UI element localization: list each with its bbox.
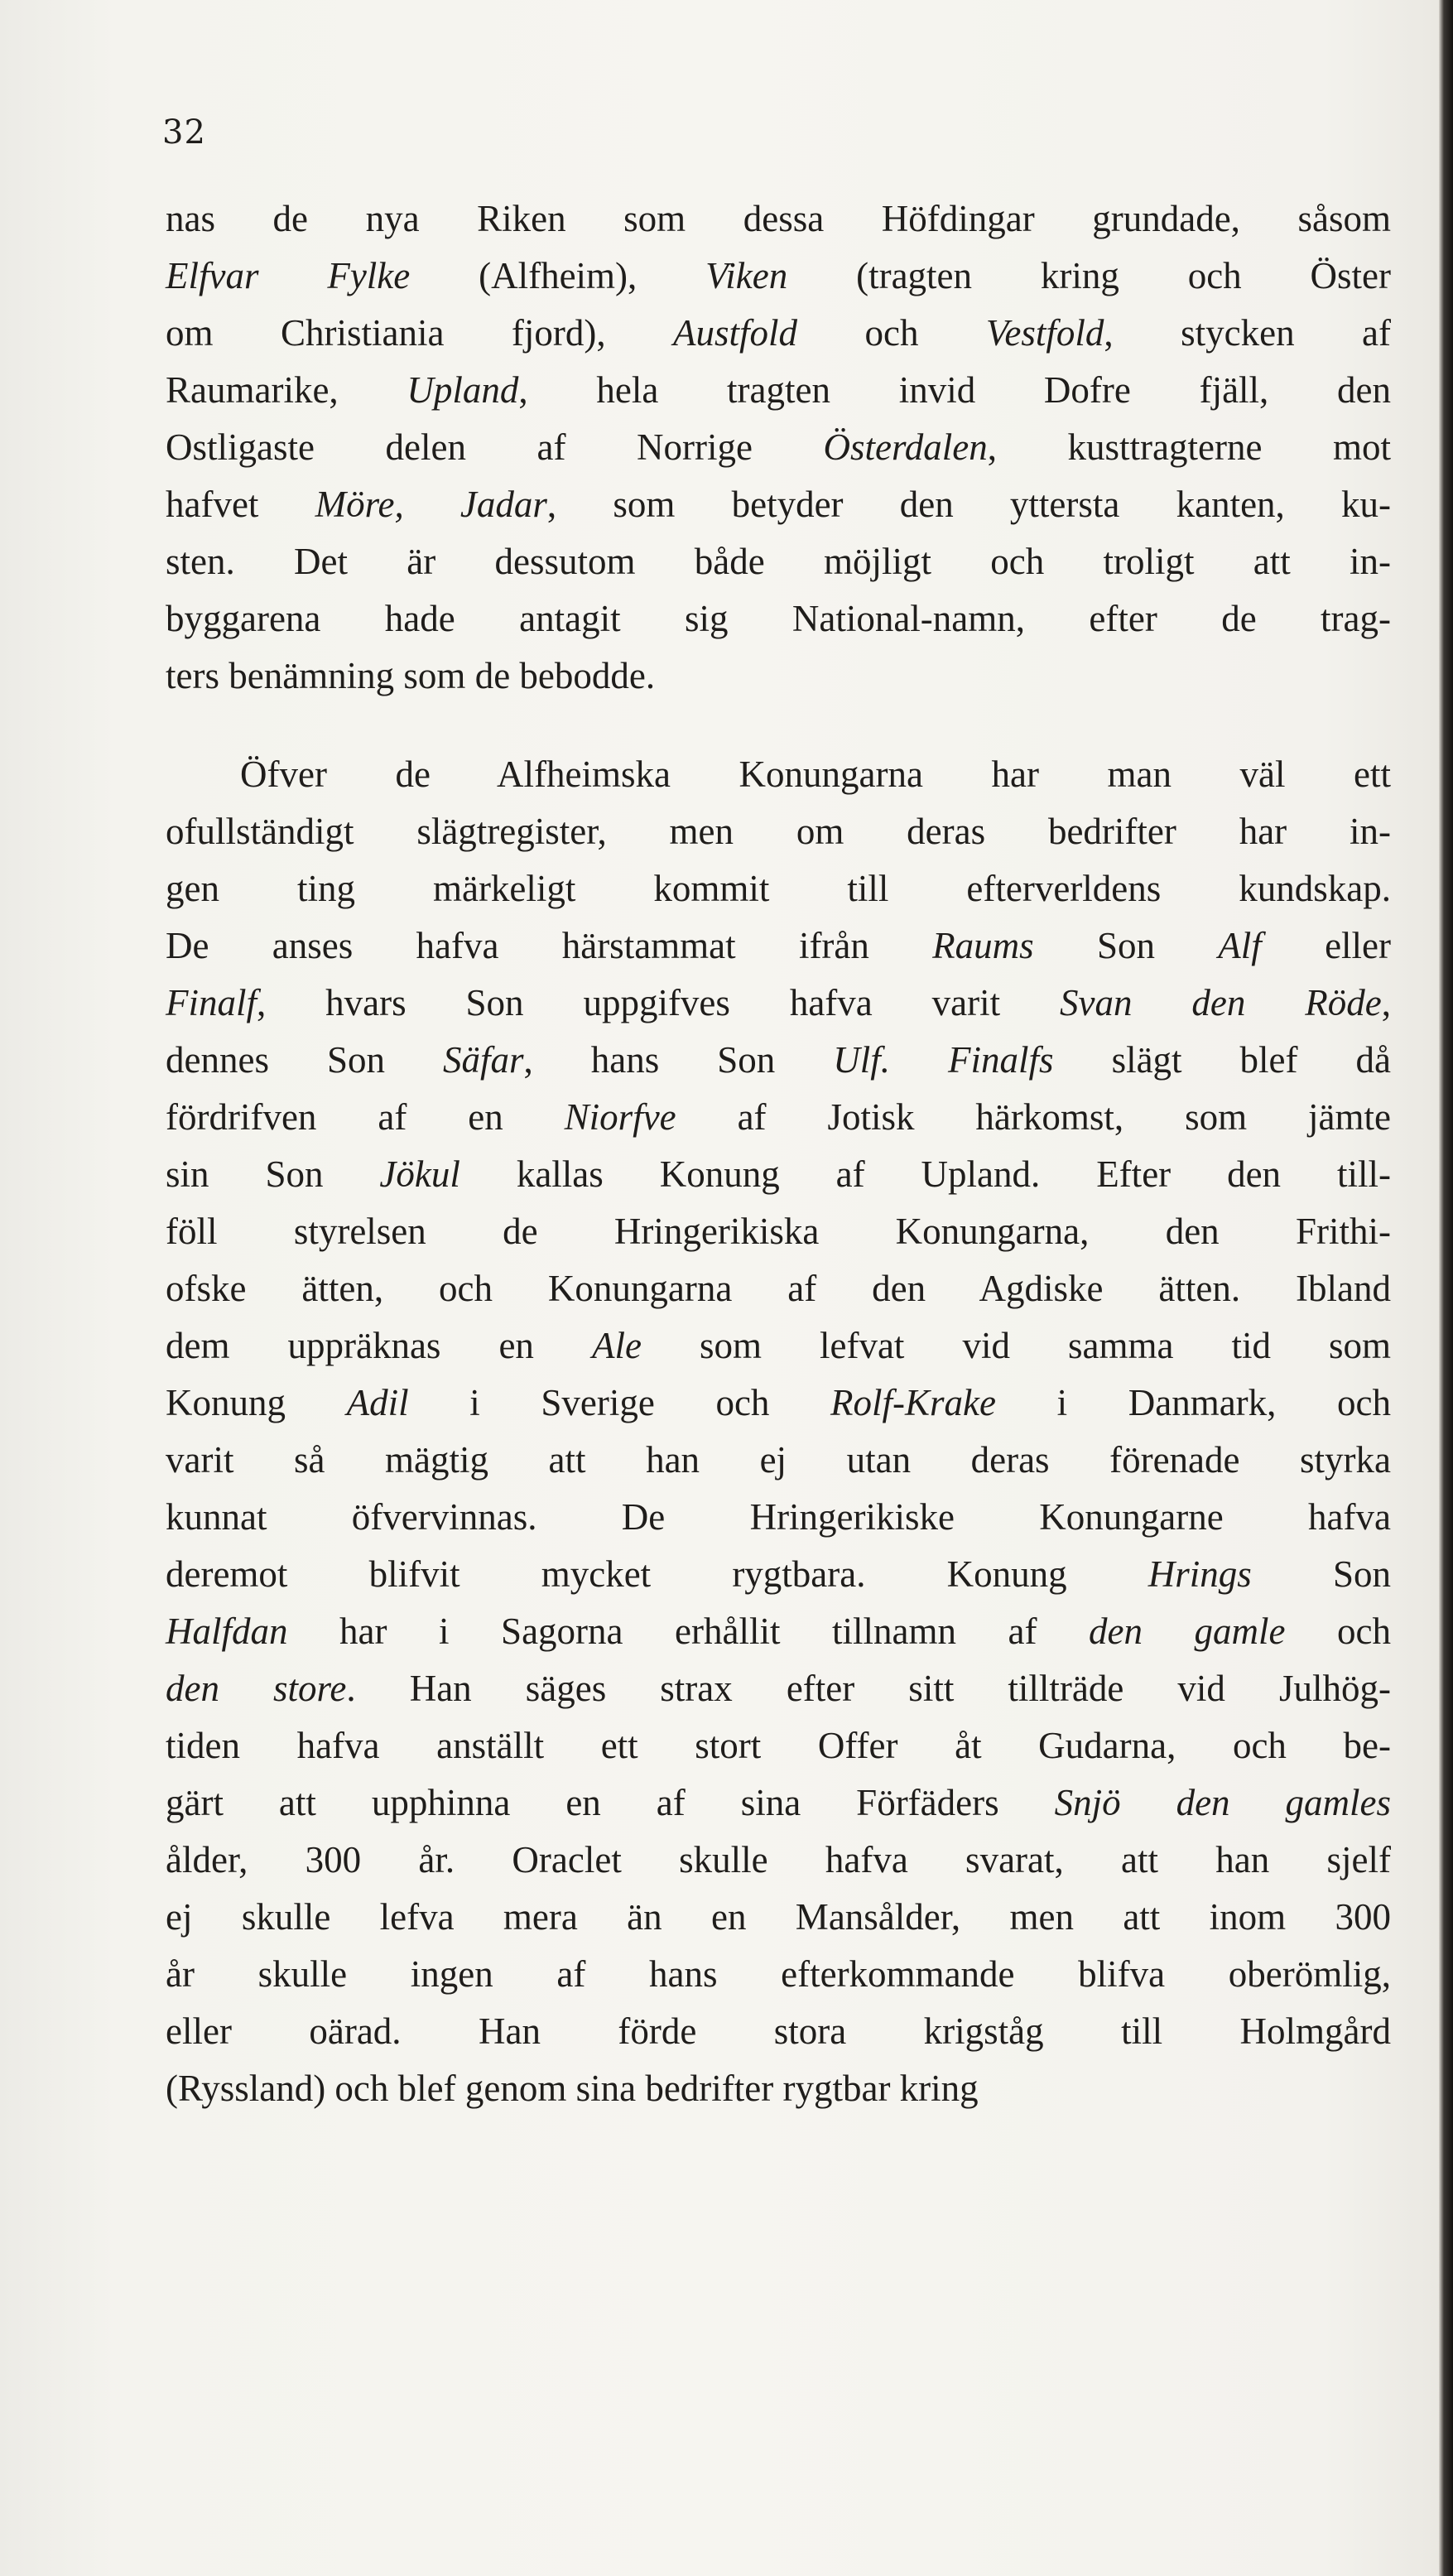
page-number: 32 <box>162 113 206 152</box>
text-line <box>166 1946 1391 2003</box>
text-run: Konung <box>166 1382 347 1423</box>
italic-term: Adil <box>346 1382 409 1423</box>
paragraph-gap <box>166 705 1391 746</box>
italic-term: Finalf <box>166 982 257 1023</box>
text-run: Raumarike, <box>166 369 407 411</box>
italic-term: Halfdan <box>166 1611 288 1652</box>
text-line <box>166 1260 1391 1317</box>
text-line <box>166 533 1391 590</box>
italic-term: Austfold <box>673 312 798 354</box>
italic-term: Österdalen <box>823 426 988 468</box>
text-line <box>166 2060 1391 2117</box>
text-run: kunnat öfvervinnas. De Hringerikiske Konungarne hafva <box>166 1496 1391 1538</box>
text-run: Son <box>1251 1553 1391 1595</box>
text-line <box>166 190 1391 248</box>
text-line <box>166 1432 1391 1489</box>
italic-term: Raums <box>932 925 1034 966</box>
text-line <box>166 1774 1391 1832</box>
text-run: ålder, 300 år. Oraclet skulle hafva svarat, att han sjelf <box>166 1839 1391 1880</box>
text-line <box>166 1032 1391 1089</box>
text-line <box>166 1889 1391 1946</box>
text-run: , som betyder den yttersta kanten, ku- <box>546 484 1391 525</box>
text-run: och <box>1285 1611 1391 1652</box>
italic-term: Viken <box>705 255 788 296</box>
text-run: , <box>1381 982 1391 1023</box>
text-line <box>166 1489 1391 1546</box>
text-line <box>166 1603 1391 1660</box>
text-run: kallas Konung af Upland. Efter den till- <box>459 1153 1391 1195</box>
text-line <box>166 1832 1391 1889</box>
text-run: om Christiania fjord), <box>166 312 674 354</box>
italic-term: Alf <box>1218 925 1262 966</box>
text-line <box>166 803 1391 860</box>
text-run: De anses hafva härstammat ifrån <box>166 925 933 966</box>
text-line <box>166 248 1391 305</box>
text-run: slägt blef då <box>1053 1039 1391 1081</box>
text-run: gen ting märkeligt kommit till efterverldens kundskap. <box>166 868 1391 909</box>
text-run: Son <box>1033 925 1219 966</box>
italic-term: Ale <box>591 1325 642 1366</box>
italic-term: Svan den Röde <box>1060 982 1382 1023</box>
text-run: , hvars Son uppgifves hafva varit <box>257 982 1061 1023</box>
italic-term: Snjö den gamles <box>1054 1782 1391 1823</box>
text-run: deremot blifvit mycket rygtbara. Konung <box>166 1553 1148 1595</box>
body-text <box>166 190 1391 2117</box>
text-run: nas de nya Riken som dessa Höfdingar grundade, såsom <box>166 198 1391 239</box>
text-line <box>166 1317 1391 1375</box>
text-run: som lefvat vid samma tid som <box>641 1325 1391 1366</box>
italic-term: Jökul <box>379 1153 460 1195</box>
text-run: Ostligaste delen af Norrige <box>166 426 824 468</box>
italic-term: Möre, Jadar <box>315 484 547 525</box>
text-run: ters benämning som de bebodde. <box>166 655 656 696</box>
text-run: eller <box>1261 925 1392 966</box>
page-edge-shadow <box>1439 0 1453 2576</box>
text-run: . Han säges strax efter sitt tillträde vid Julhög- <box>346 1668 1391 1709</box>
text-run: dennes Son <box>166 1039 443 1081</box>
italic-term: Niorfve <box>564 1096 676 1138</box>
text-run: fördrifven af en <box>166 1096 565 1138</box>
text-line <box>166 1546 1391 1603</box>
text-run: (Alfheim), <box>410 255 706 296</box>
text-line <box>166 305 1391 362</box>
text-run: tiden hafva anställt ett stort Offer åt Gudarna, och be- <box>166 1725 1391 1766</box>
italic-term: den gamle <box>1089 1611 1286 1652</box>
text-line <box>166 648 1391 705</box>
italic-term: Rolf-Krake <box>830 1382 996 1423</box>
text-run: ofullständigt slägtregister, men om deras bedrifter har in- <box>166 811 1391 852</box>
text-run: Öfver de Alfheimska Konungarna har man väl ett <box>240 754 1391 795</box>
text-run: sten. Det är dessutom både möjligt och troligt att in- <box>166 541 1391 582</box>
text-line <box>166 860 1391 917</box>
text-run: varit så mägtig att han ej utan deras förenade styrka <box>166 1439 1391 1481</box>
text-line <box>166 1146 1391 1203</box>
text-line <box>166 419 1391 476</box>
italic-term: Elfvar Fylke <box>166 255 411 296</box>
text-line <box>166 362 1391 419</box>
italic-term: den store <box>166 1668 347 1709</box>
text-run: ej skulle lefva mera än en Mansålder, men att inom 300 <box>166 1896 1391 1938</box>
text-run: , hela tragten invid Dofre fjäll, den <box>518 369 1391 411</box>
italic-term: Vestfold <box>985 312 1104 354</box>
text-line <box>166 1660 1391 1717</box>
text-run: i Danmark, och <box>995 1382 1391 1423</box>
italic-term: Hrings <box>1147 1553 1252 1595</box>
italic-term: Ulf. Finalfs <box>833 1039 1054 1081</box>
text-run: hafvet <box>166 484 315 525</box>
text-run: (Ryssland) och blef genom sina bedrifter rygtbar kring <box>166 2068 979 2109</box>
paragraph-1 <box>166 190 1391 705</box>
italic-term: Säfar <box>443 1039 524 1081</box>
text-line <box>166 2003 1391 2060</box>
text-run: har i Sagorna erhållit tillnamn af <box>287 1611 1090 1652</box>
text-run: gärt att upphinna en af sina Förfäders <box>166 1782 1055 1823</box>
paragraph-2 <box>166 746 1391 2117</box>
text-run: ofske ätten, och Konungarna af den Agdiske ätten. Ibland <box>166 1268 1391 1309</box>
text-line <box>166 975 1391 1032</box>
text-line <box>166 1375 1391 1432</box>
text-run: dem uppräknas en <box>166 1325 592 1366</box>
text-run: eller oärad. Han förde stora krigståg till Holmgård <box>166 2010 1391 2052</box>
text-run: och <box>797 312 986 354</box>
text-run: , hans Son <box>523 1039 834 1081</box>
text-line <box>166 1203 1391 1260</box>
text-line <box>166 1717 1391 1774</box>
text-run: af Jotisk härkomst, som jämte <box>676 1096 1391 1138</box>
text-line <box>166 746 1391 803</box>
text-run: i Sverige och <box>408 1382 831 1423</box>
text-run: , kusttragterne mot <box>987 426 1391 468</box>
text-run: (tragten kring och Öster <box>787 255 1392 296</box>
text-run: sin Son <box>166 1153 380 1195</box>
text-line <box>166 1089 1391 1146</box>
text-run: byggarena hade antagit sig National-namn, efter de trag- <box>166 598 1391 639</box>
text-run: år skulle ingen af hans efterkommande blifva oberömlig, <box>166 1953 1391 1995</box>
text-line <box>166 590 1391 648</box>
text-run: , stycken af <box>1104 312 1391 354</box>
text-run: föll styrelsen de Hringerikiska Konungarna, den Frithi- <box>166 1211 1391 1252</box>
italic-term: Upland <box>407 369 519 411</box>
text-line <box>166 917 1391 975</box>
text-line <box>166 476 1391 533</box>
